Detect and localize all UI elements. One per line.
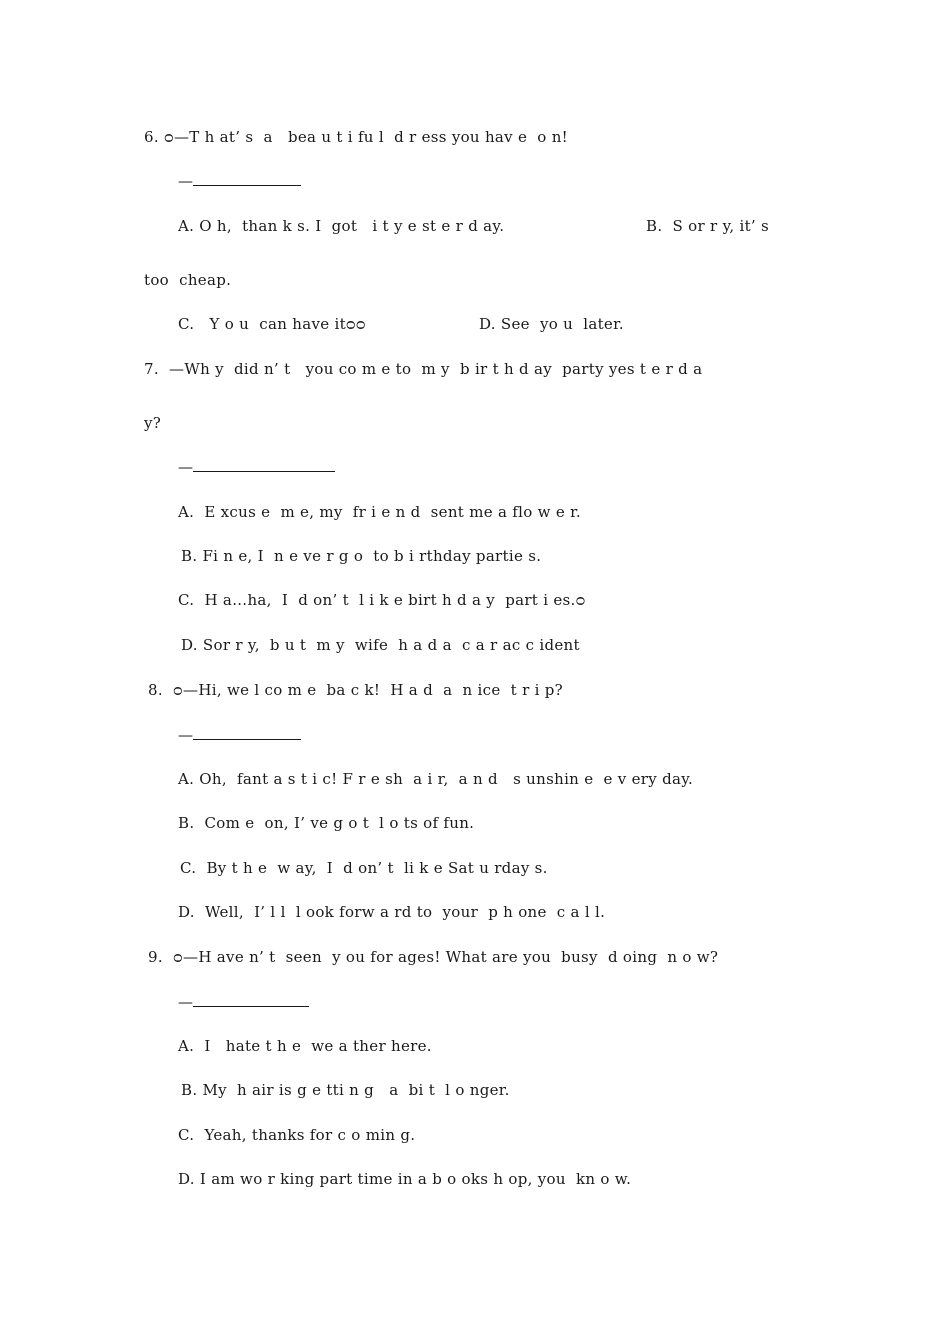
question-8-option-a: A. Oh, fant a s t i c! F r e sh a i r, a n d s unshin e e v ery day. bbox=[178, 770, 694, 788]
question-7-option-a: A. E xcus e m e, my fr i e n d sent me a flo w e r. bbox=[178, 503, 581, 521]
question-7-option-b: B. Fi n e, I n e ve r g o to b i rthday partie s. bbox=[181, 547, 542, 565]
question-7-answer-blank: — bbox=[178, 458, 335, 476]
question-8-stem: 8. ᴑ—Hi, we l co m e ba c k! H a d a n ice t r i p? bbox=[148, 681, 564, 699]
question-8-answer-blank: — bbox=[178, 726, 301, 744]
question-8-option-d: D. Well, I’ l l l ook forw a rd to your p h one c a l l. bbox=[178, 903, 606, 921]
question-6-stem: 6. ᴑ—T h at’ s a bea u t i fu l d r ess you hav e o n! bbox=[144, 128, 568, 146]
question-9-option-b: B. My h air is g e tti n g a bi t l o nger. bbox=[181, 1081, 510, 1099]
question-6-option-b: B. S or r y, it’ s bbox=[646, 217, 770, 235]
question-8-option-c: C. By t h e w ay, I d on’ t li k e Sat u rday s. bbox=[180, 859, 548, 877]
question-7-stem-continued: y? bbox=[144, 414, 162, 432]
question-6-option-a: A. O h, than k s. I got i t y e st e r d ay. bbox=[178, 217, 505, 235]
question-7-option-c: C. H a…ha, I d on’ t l i k e birt h d a y part i es.ᴑ bbox=[178, 591, 586, 609]
question-9-stem: 9. ᴑ—H ave n’ t seen y ou for ages! What are you busy d oing n o w? bbox=[148, 948, 719, 966]
question-8-option-b: B. Com e on, I’ ve g o t l o ts of fun. bbox=[178, 814, 475, 832]
question-9-option-d: D. I am wo r king part time in a b o oks h op, you kn o w. bbox=[178, 1170, 632, 1188]
question-7-option-d: D. Sor r y, b u t m y wife h a d a c a r ac c ident bbox=[181, 636, 580, 654]
question-7-stem: 7. —Wh y did n’ t you co m e to m y b ir t h d ay party yes t e r d a bbox=[144, 360, 703, 378]
question-9-answer-blank: — bbox=[178, 993, 309, 1011]
question-6-option-c: C. Y o u can have itᴑᴑ bbox=[178, 315, 366, 333]
question-9-option-c: C. Yeah, thanks for c o min g. bbox=[178, 1126, 416, 1144]
question-6-option-b-continued: too cheap. bbox=[144, 271, 232, 289]
question-6-option-d: D. See yo u later. bbox=[479, 315, 624, 333]
question-6-answer-blank: — bbox=[178, 172, 301, 190]
question-9-option-a: A. I hate t h e we a ther here. bbox=[178, 1037, 432, 1055]
